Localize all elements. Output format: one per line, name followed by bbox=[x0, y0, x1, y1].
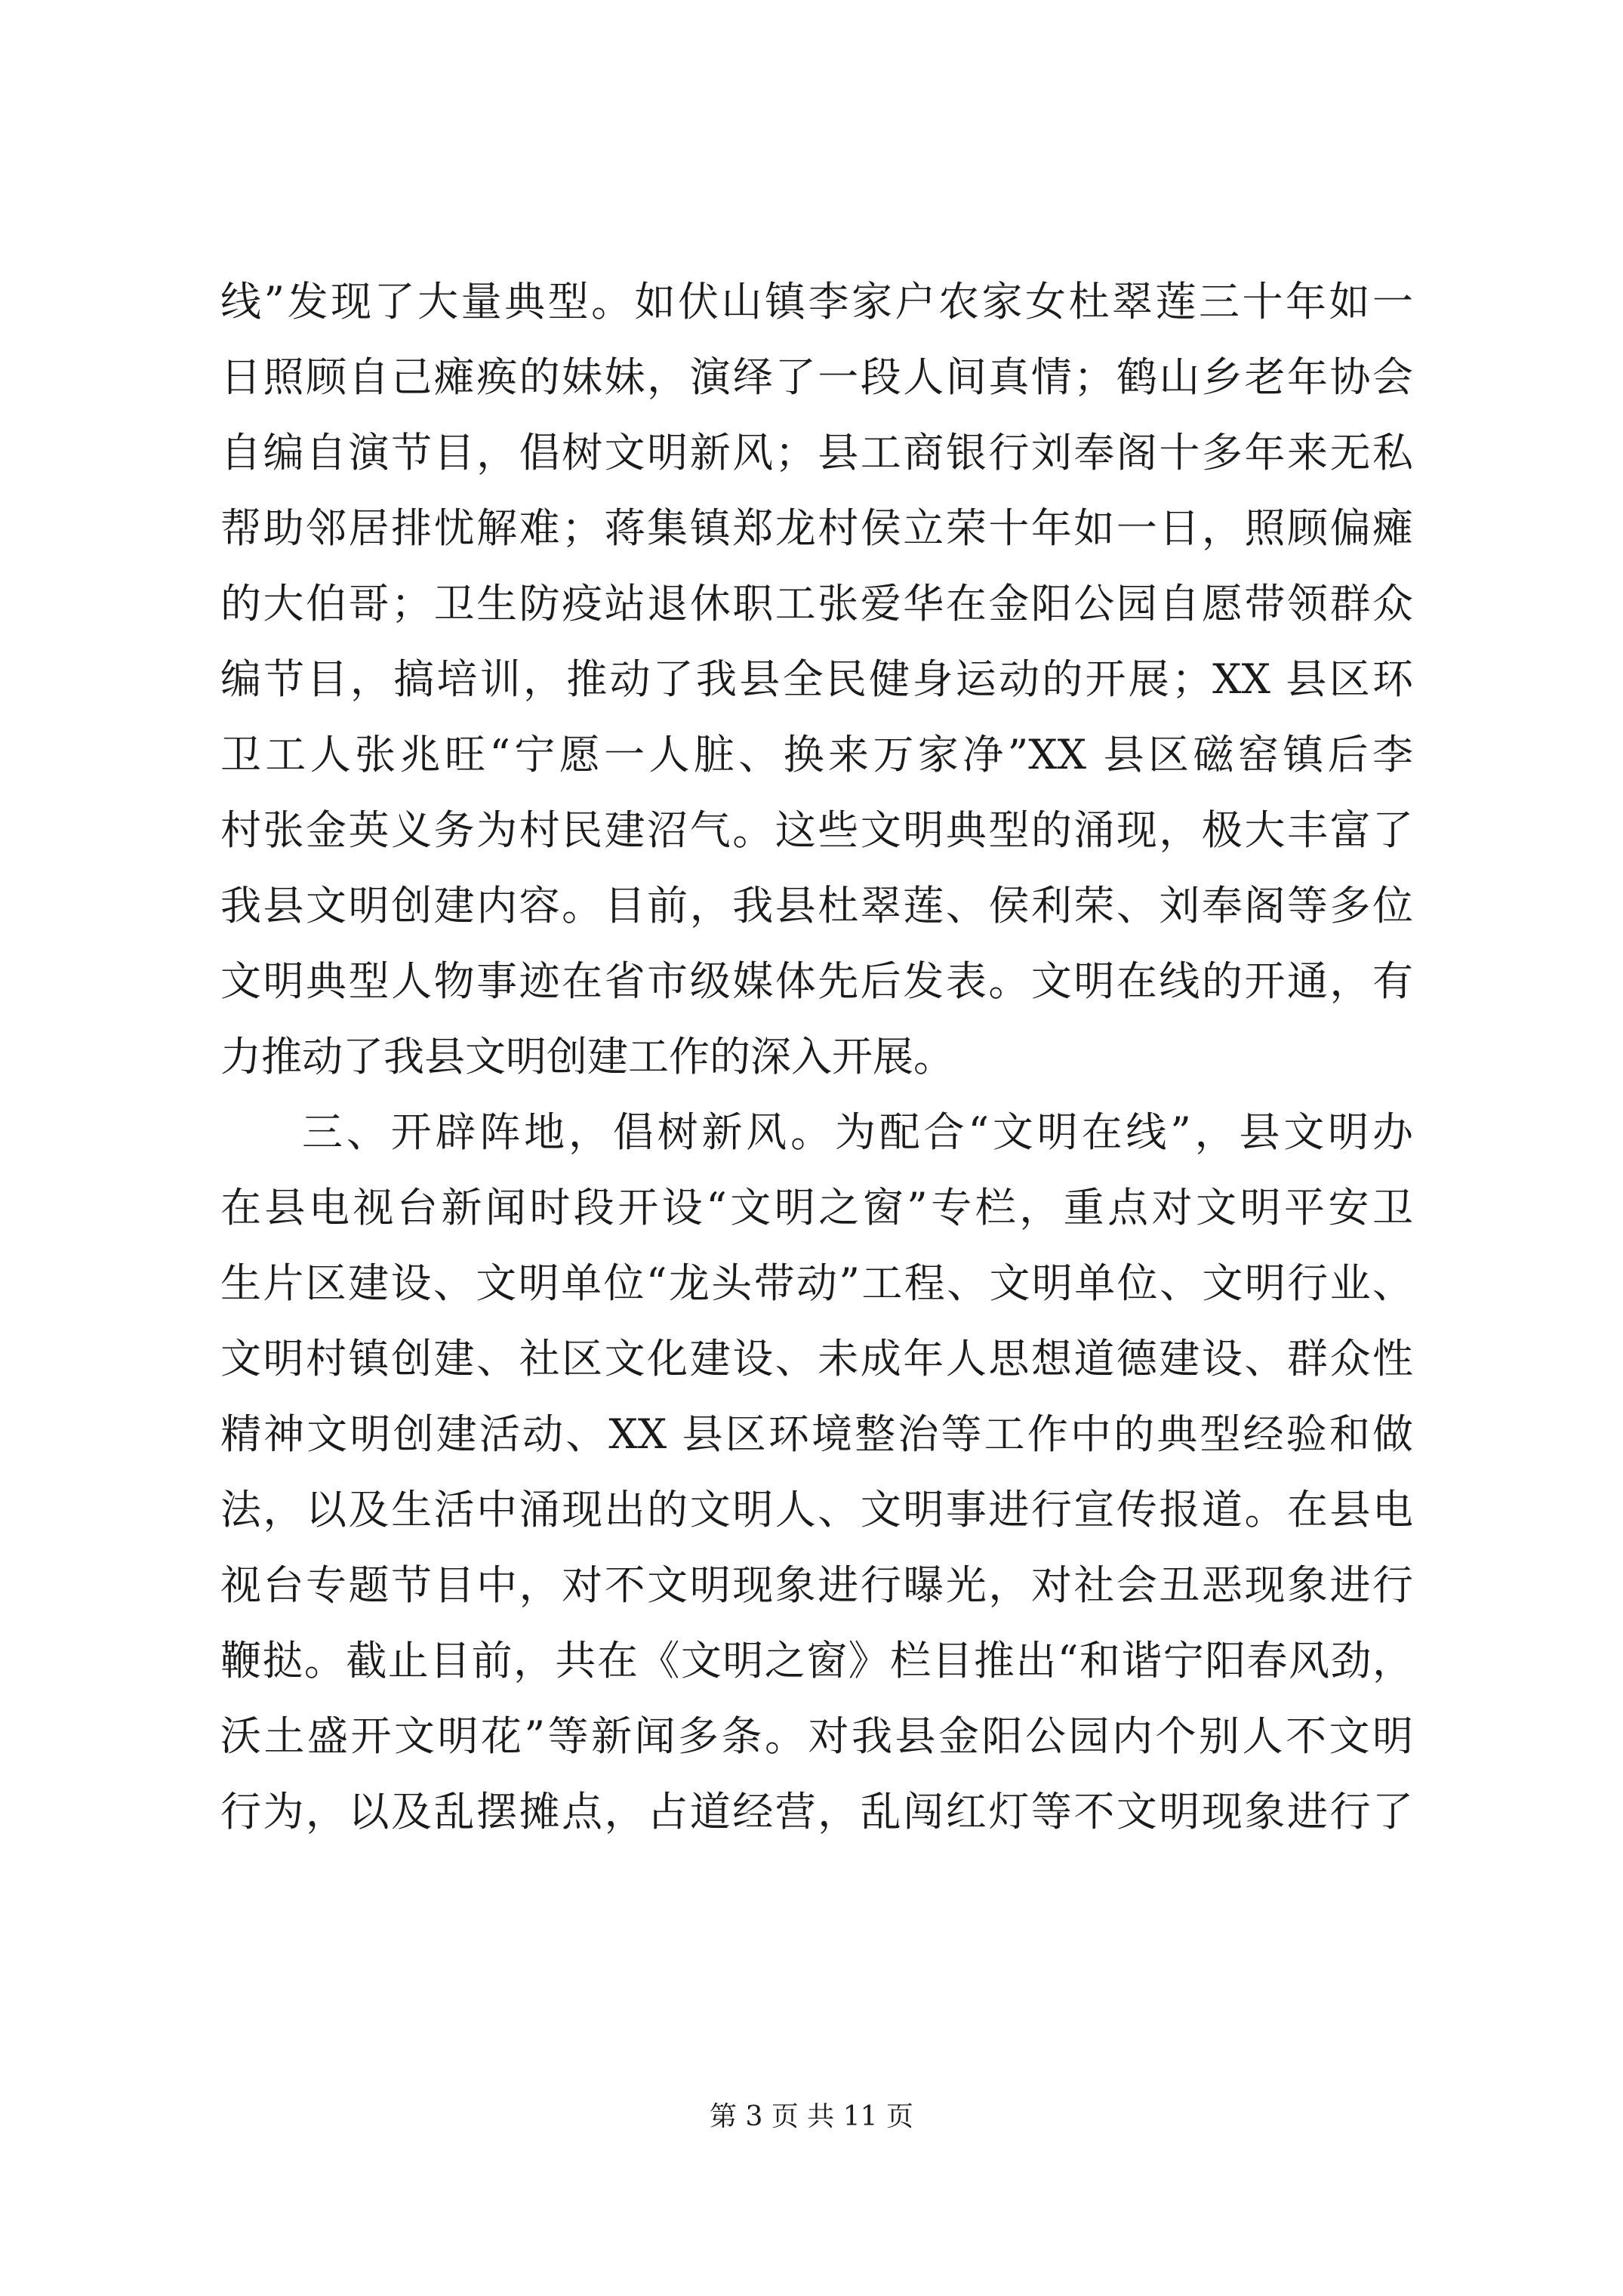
paragraph-2-line-8: 鞭挞。截止目前，共在《文明之窗》栏目推出“和谐宁阳春风劲， bbox=[220, 1637, 1413, 1684]
paragraph-1-line-4: 帮助邻居排忧解难；蒋集镇郑龙村侯立荣十年如一日，照顾偏瘫 bbox=[220, 504, 1413, 552]
paragraph-1-line-5: 的大伯哥；卫生防疫站退休职工张爱华在金阳公园自愿带领群众 bbox=[220, 580, 1413, 627]
paragraph-1-line-2: 日照顾自己瘫痪的妹妹，演绎了一段人间真情；鹤山乡老年协会 bbox=[220, 353, 1413, 401]
paragraph-1-line-8: 村张金英义务为村民建沼气。这些文明典型的涌现，极大丰富了 bbox=[220, 806, 1413, 854]
paragraph-2-line-10: 行为，以及乱摆摊点，占道经营，乱闯红灯等不文明现象进行了 bbox=[220, 1788, 1413, 1835]
body-text bbox=[220, 264, 1413, 1850]
paragraph-1-line-11: 力推动了我县文明创建工作的深入开展。 bbox=[220, 1033, 954, 1080]
page-number-footer: 第 3 页 共 11 页 bbox=[710, 2101, 913, 2132]
paragraph-2-line-2: 在县电视台新闻时段开设“文明之窗”专栏，重点对文明平安卫 bbox=[220, 1184, 1413, 1231]
paragraph-1-line-9: 我县文明创建内容。目前，我县杜翠莲、侯利荣、刘奉阁等多位 bbox=[220, 882, 1413, 929]
paragraph-2-line-3: 生片区建设、文明单位“龙头带动”工程、文明单位、文明行业、 bbox=[220, 1259, 1413, 1307]
paragraph-1-line-3: 自编自演节目，倡树文明新风；县工商银行刘奉阁十多年来无私 bbox=[220, 429, 1413, 476]
paragraph-2-line-9: 沃土盛开文明花”等新闻多条。对我县金阳公园内个别人不文明 bbox=[220, 1712, 1413, 1760]
paragraph-1-line-10: 文明典型人物事迹在省市级媒体先后发表。文明在线的开通，有 bbox=[220, 957, 1413, 1005]
paragraph-1-line-1: 线”发现了大量典型。如伏山镇李家户农家女杜翠莲三十年如一 bbox=[220, 278, 1413, 325]
paragraph-2-line-6: 法，以及生活中涌现出的文明人、文明事进行宣传报道。在县电 bbox=[220, 1486, 1413, 1533]
paragraph-1-line-7: 卫工人张兆旺“宁愿一人脏、换来万家净”XX 县区磁窑镇后李 bbox=[220, 731, 1413, 778]
paragraph-2-line-1: 三、开辟阵地，倡树新风。为配合“文明在线”，县文明办 bbox=[302, 1108, 1413, 1156]
paragraph-1-line-6: 编节目，搞培训，推动了我县全民健身运动的开展；XX 县区环 bbox=[220, 655, 1413, 703]
paragraph-2-line-4: 文明村镇创建、社区文化建设、未成年人思想道德建设、群众性 bbox=[220, 1335, 1413, 1382]
paragraph-2-line-5: 精神文明创建活动、XX 县区环境整治等工作中的典型经验和做 bbox=[220, 1410, 1413, 1458]
paragraph-2-line-7: 视台专题节目中，对不文明现象进行曝光，对社会丑恶现象进行 bbox=[220, 1561, 1413, 1609]
